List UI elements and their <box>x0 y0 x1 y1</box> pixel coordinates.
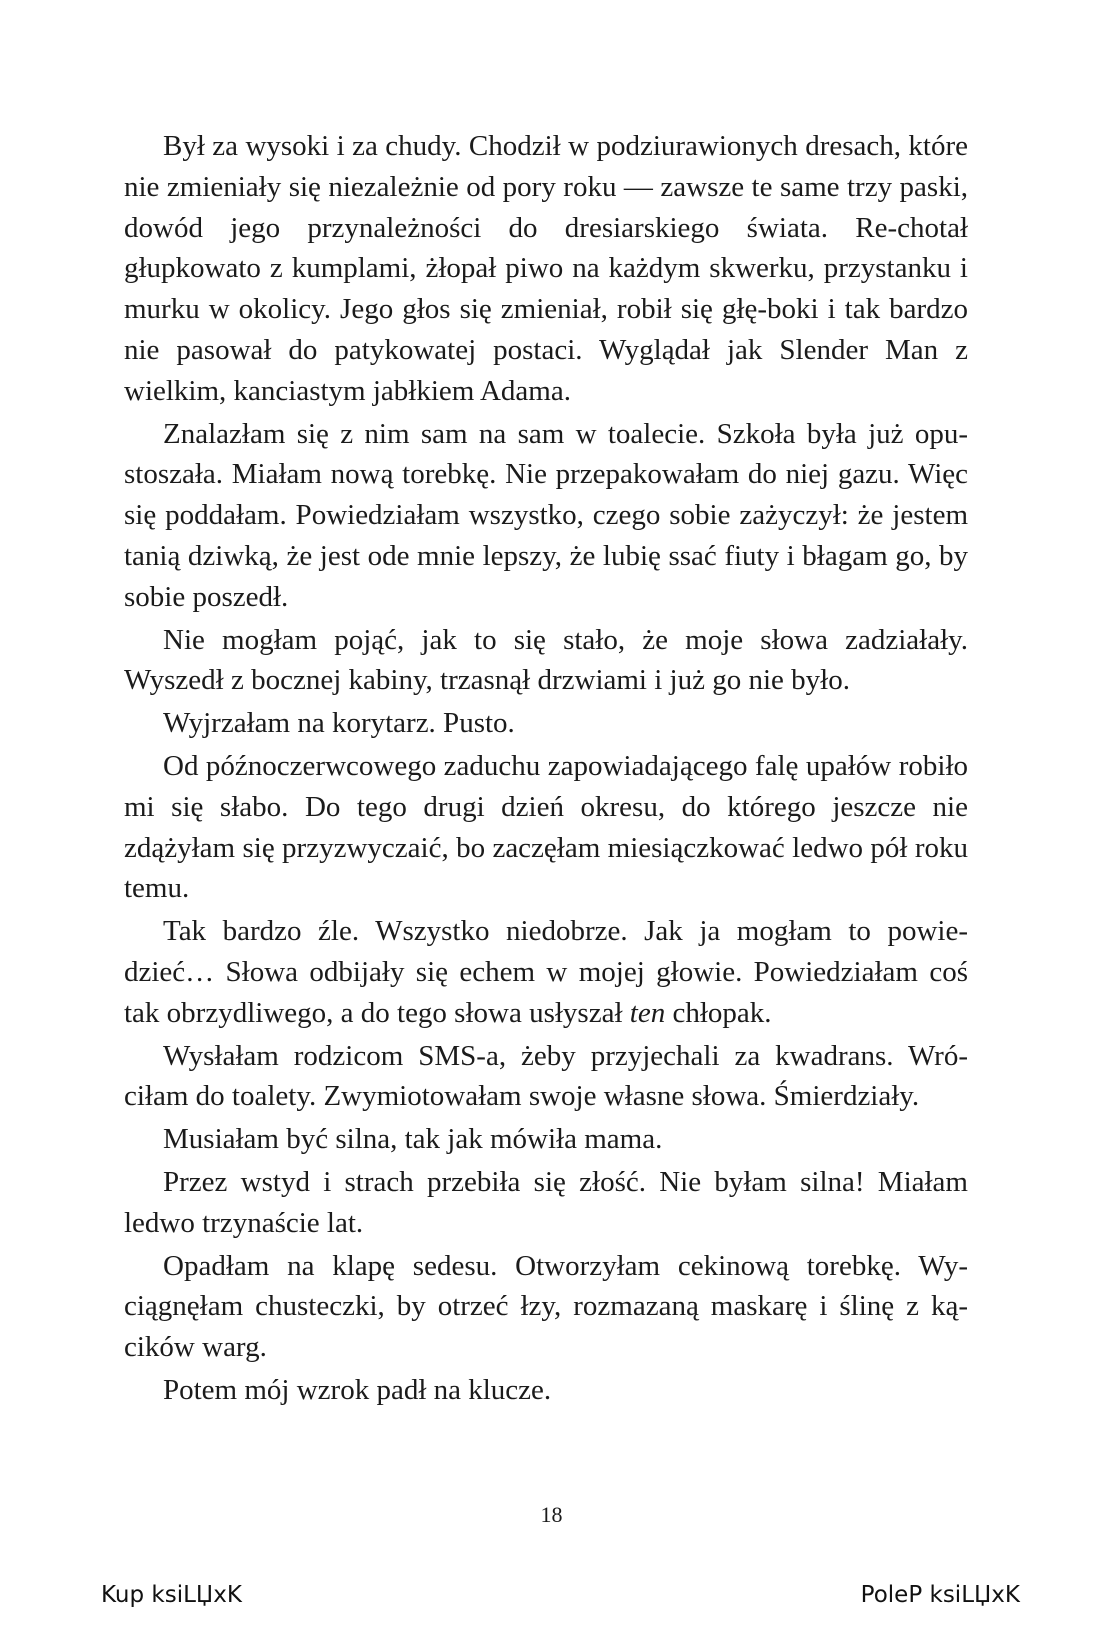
paragraph-9: Przez wstyd i strach przebiła się złość. Nie byłam silna! Miałam ledwo trzynaście lat. <box>124 1165 968 1239</box>
paragraph-7: Wysłałam rodzicom SMS-a, żeby przyjechali za kwadrans. Wró-ciłam do toalety. Zwymiotowałam swoje własne słowa. Śmierdziały. <box>124 1039 968 1113</box>
paragraph-10: Opadłam na klapę sedesu. Otworzyłam cekinową torebkę. Wy-ciągnęłam chusteczki, by otrzeć łzy, rozmazaną maskarę i ślinę z ką-cików warg. <box>124 1249 968 1364</box>
buy-book-link[interactable]: Kup ksiLЏxK <box>101 1582 242 1608</box>
paragraph-8: Musiałam być silna, tak jak mówiła mama. <box>163 1123 663 1156</box>
emphasized-word: ten <box>629 996 666 1029</box>
paragraph-4: Wyjrzałam na korytarz. Pusto. <box>163 707 515 740</box>
paragraph-11: Potem mój wzrok padł na klucze. <box>163 1373 552 1406</box>
body-text <box>124 126 968 1413</box>
paragraph-1: Był za wysoki i za chudy. Chodził w podziurawionych dresach, które nie zmieniały się niezależnie od pory roku — zawsze te same trzy paski, dowód jego przynależności do dresiarskiego świata. Re-chotał głupkowato z kumplami, żłopał piwo na każdym skwerku, przystanku i murku w okolicy. Jego głos się zmieniał, robił się głę-boki i tak bardzo nie pasował do patykowatej postaci. Wyglądał jak Slender Man z wielkim, kanciastym jabłkiem Adama. <box>124 130 968 407</box>
recommend-book-link[interactable]: PoleP ksiLЏxK <box>860 1582 1020 1608</box>
paragraph-2: Znalazłam się z nim sam na sam w toalecie. Szkoła była już opu-stoszała. Miałam nową torebkę. Nie przepakowałam do niej gazu. Więc się poddałam. Powiedziałam wszystko, czego sobie zażyczył: że jestem tanią dziwką, że jest ode mnie lepszy, że lubię ssać fiuty i błagam go, by sobie poszedł. <box>124 417 968 613</box>
paragraph-6-after: chłopak. <box>665 996 772 1029</box>
paragraph-5: Od późnoczerwcowego zaduchu zapowiadającego falę upałów robiło mi się słabo. Do tego drugi dzień okresu, do którego jeszcze nie zdążyłam się przyzwyczaić, bo zaczęłam miesiączkować ledwo pół roku temu. <box>124 749 968 905</box>
paragraph-6 <box>124 911 968 1033</box>
paragraph-3: Nie mogłam pojąć, jak to się stało, że moje słowa zadziałały. Wyszedł z bocznej kabiny, trzasnął drzwiami i już go nie było. <box>124 623 968 697</box>
paragraph-6-before: Tak bardzo źle. Wszystko niedobrze. Jak ja mogłam to powie-dzieć… Słowa odbijały się echem w mojej głowie. Powiedziałam coś tak obrzydliwego, a do tego słowa usłyszał <box>124 915 968 1029</box>
page-number: 18 <box>540 1502 563 1527</box>
